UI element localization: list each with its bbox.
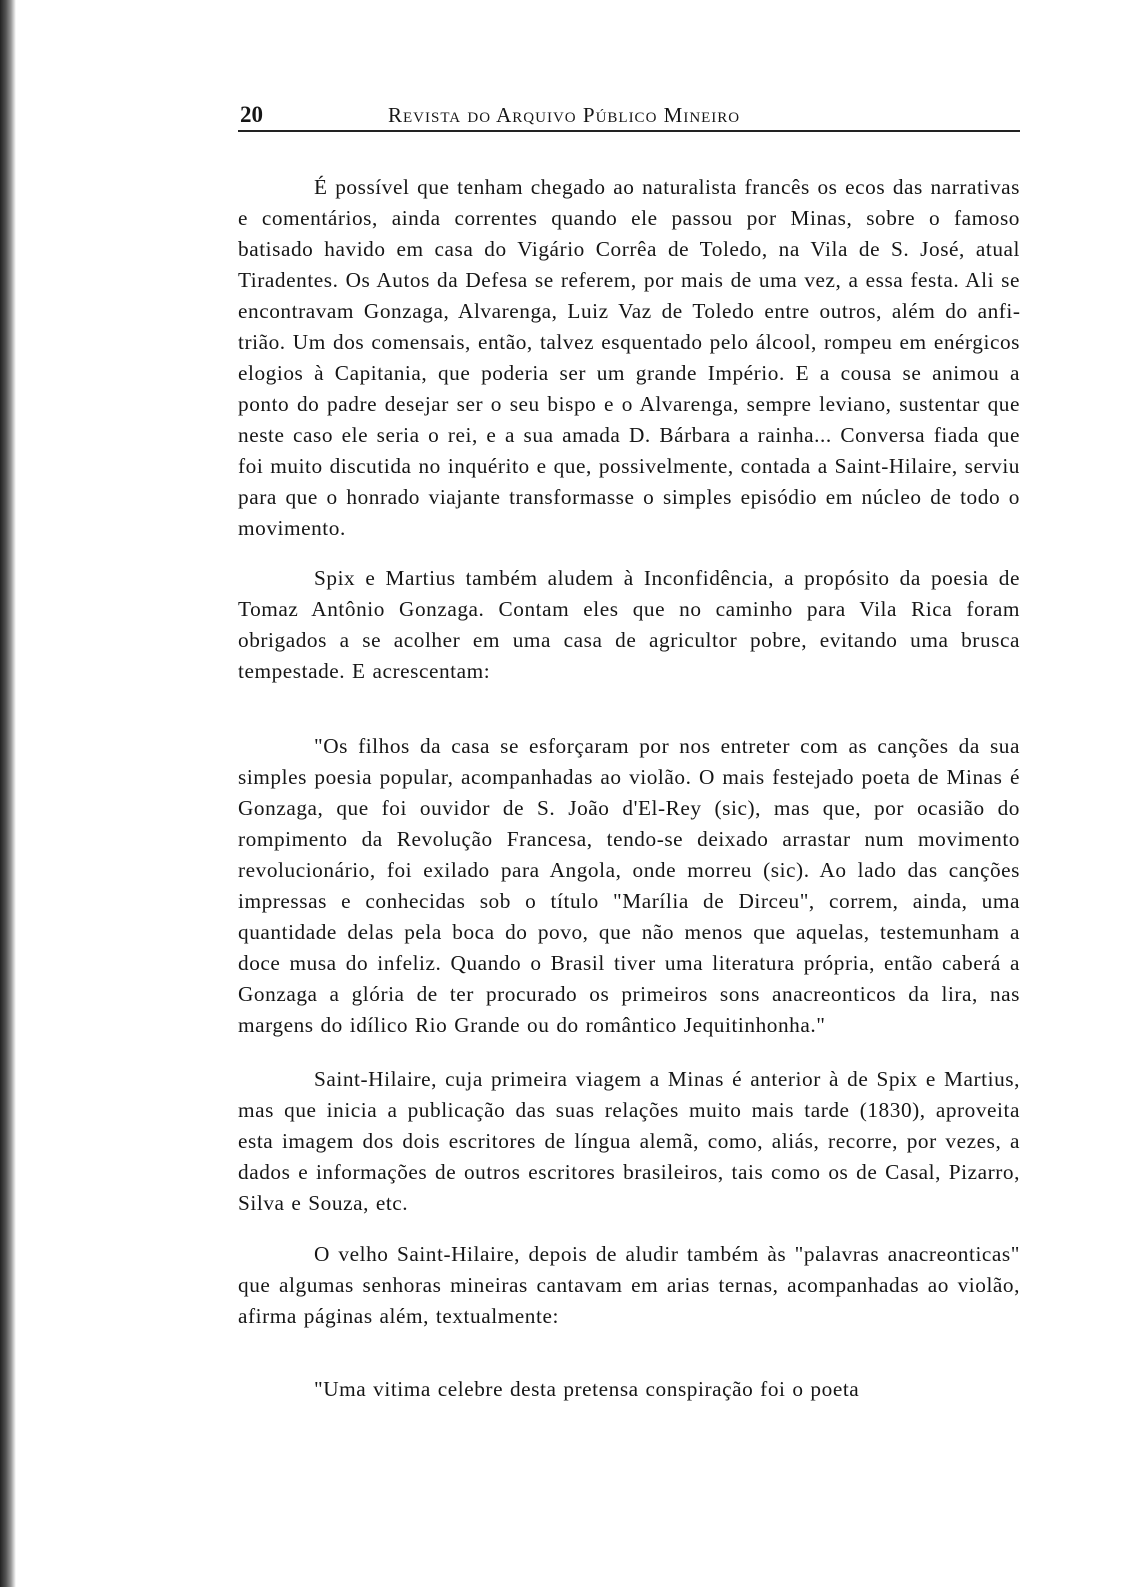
paragraph-spix-martius: Spix e Martius também aludem à Inconfidência, a propósito da poesia de Tomaz Antônio Gonzaga. Contam eles que no caminho para Vila Rica foram obrigados a se acolher em uma casa de agricultor pobre, evitando uma brusca tempestade. E acrescentam: <box>238 566 1020 683</box>
body-text <box>238 172 1020 1405</box>
paragraph-velho-saint-hilaire: O velho Saint-Hilaire, depois de aludir também às "palavras anacreonticas" que algumas senhoras mineiras cantavam em arias ternas, acompanhadas ao violão, afirma páginas além, textualmente: <box>238 1242 1020 1328</box>
book-page <box>238 100 1020 1405</box>
running-head <box>238 100 1020 132</box>
quotation-saint-hilaire: "Uma vitima celebre desta pretensa conspiração foi o poeta <box>314 1377 860 1401</box>
paragraph-saint-hilaire: Saint-Hilaire, cuja primeira viagem a Minas é anterior à de Spix e Martius, mas que inicia a publicação das suas relações muito mais tarde (1830), aproveita esta imagem dos dois escritores de língua alemã, como, aliás, recorre, por vezes, a dados e informações de outros escritores brasileiros, tais como os de Casal, Pizarro, Silva e Souza, etc. <box>238 1067 1020 1215</box>
page-number: 20 <box>240 102 263 127</box>
quotation-spix-martius: "Os filhos da casa se esforçaram por nos entreter com as canções da sua simples poesia popular, acompanhadas ao violão. O mais festejado poeta de Minas é Gonzaga, que foi ouvidor de S. João d'El-Rey (sic), mas que, por ocasião do rompimento da Revolução Francesa, tendo-se deixado arrastar num movimento revolucionário, foi exilado para Angola, onde morreu (sic). Ao lado das canções impressas e conhecidas sob o título "Marília de Dirceu", correm, ainda, uma quantidade delas pela boca do povo, que não menos que aquelas, testemunham a doce musa do infeliz. Quando o Brasil tiver uma literatura própria, então caberá a Gonzaga a glória de ter procurado os primeiros sons anacreonticos da lira, nas margens do idílico Rio Grande ou do romântico Jequitinhonha." <box>238 734 1020 1037</box>
journal-title: Revista do Arquivo Público Mineiro <box>388 103 741 127</box>
paragraph-batisado: É possível que tenham chegado ao naturalista francês os ecos das narrativas e comentários, ainda correntes quando ele passou por Minas, sobre o famoso batisado havido em casa do Vigário Corrêa de Toledo, na Vila de S. José, atual Tiradentes. Os Autos da Defesa se referem, por mais de uma vez, a essa festa. Ali se encontravam Gonzaga, Alvarenga, Luiz Vaz de Toledo entre outros, além do anfitrião. Um dos comensais, então, talvez esquentado pelo álcool, rompeu em enérgicos elogios à Capitania, que poderia ser um grande Império. E a cousa se animou a ponto do padre desejar ser o seu bispo e o Alvarenga, sempre leviano, sustentar que neste caso ele seria o rei, e a sua amada D. Bárbara a rainha... Conversa fiada que foi muito discutida no inquérito e que, possivelmente, contada a Saint-Hilaire, serviu para que o honrado viajante transformasse o simples episódio em núcleo de todo o movimento. <box>238 175 1020 540</box>
page-binding-edge <box>0 0 16 1587</box>
